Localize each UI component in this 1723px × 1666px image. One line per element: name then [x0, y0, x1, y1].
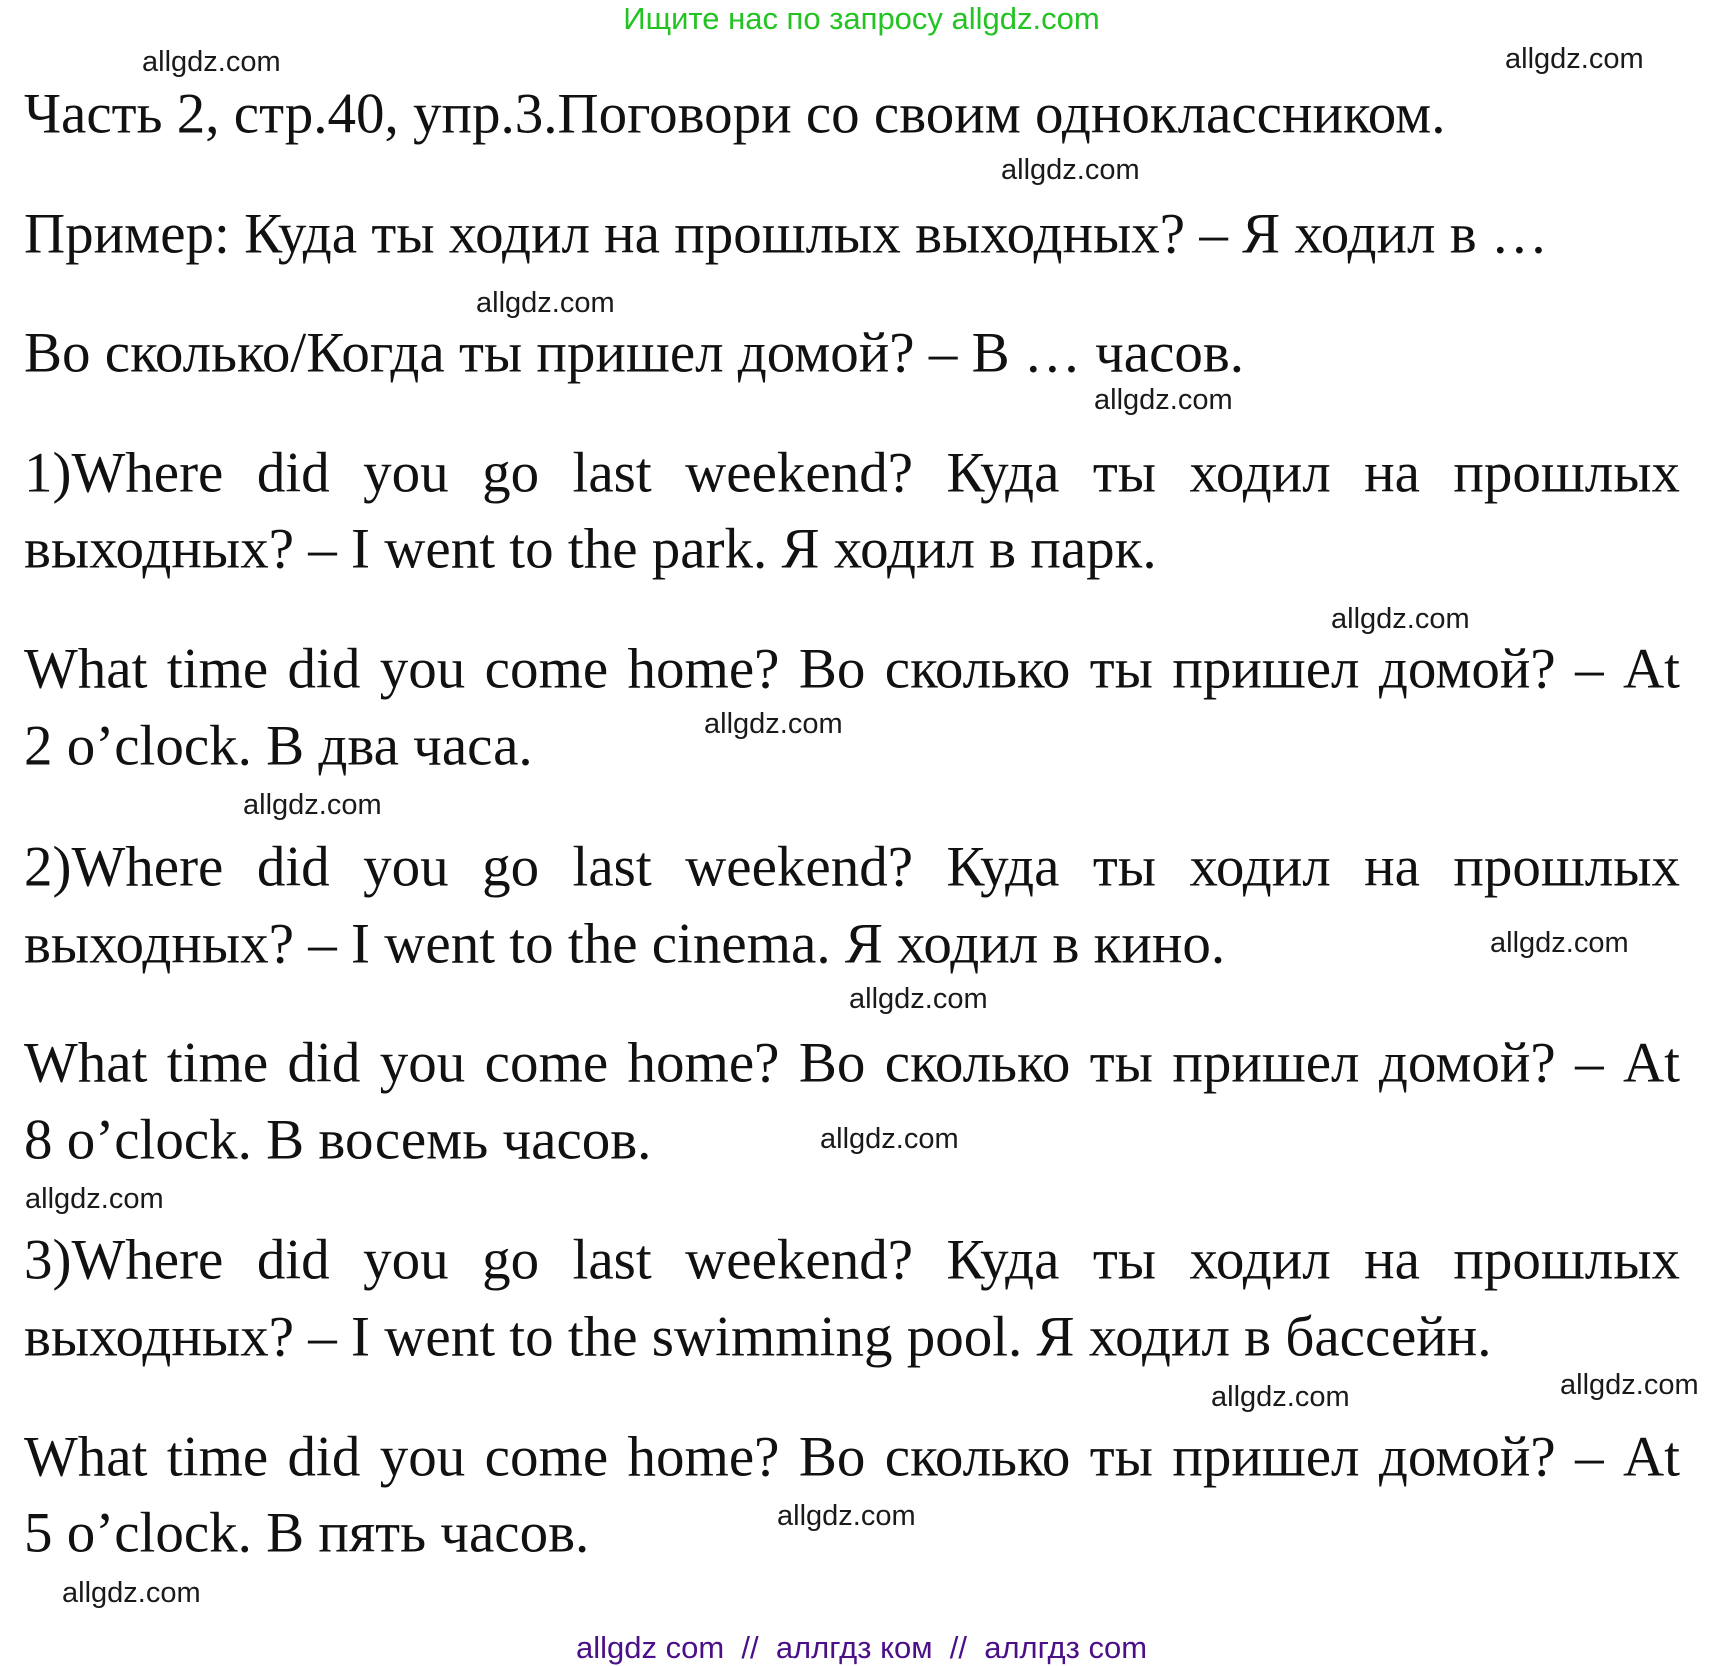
dialogue-line: What time did you come home? Во сколько ты пришел домой? – At — [24, 1425, 1680, 1489]
watermark: allgdz.com — [476, 287, 615, 320]
dialogue-line: 1)Where did you go last weekend? Куда ты ходил на прошлых — [24, 441, 1680, 505]
watermark: allgdz.com — [1490, 927, 1629, 960]
exercise-title: Часть 2, стр.40, упр.3.Поговори со своим одноклассником. — [24, 82, 1446, 146]
watermark: allgdz.com — [62, 1577, 201, 1610]
example-line: Во сколько/Когда ты пришел домой? – В … часов. — [24, 321, 1245, 385]
dialogue-line: What time did you come home? Во сколько ты пришел домой? – At — [24, 637, 1680, 701]
watermark: allgdz.com — [777, 1500, 916, 1533]
watermark: allgdz.com — [1211, 1381, 1350, 1414]
watermark: allgdz.com — [820, 1123, 959, 1156]
example-line: Пример: Куда ты ходил на прошлых выходных? – Я ходил в … — [24, 202, 1548, 266]
dialogue-line: 5 o’clock. В пять часов. — [24, 1501, 590, 1565]
watermark: allgdz.com — [25, 1183, 164, 1216]
dialogue-line: выходных? – I went to the park. Я ходил в парк. — [24, 517, 1157, 581]
dialogue-line: 2 o’clock. В два часа. — [24, 714, 533, 778]
dialogue-line: 2)Where did you go last weekend? Куда ты ходил на прошлых — [24, 835, 1680, 899]
watermark: allgdz.com — [1001, 154, 1140, 187]
watermark: allgdz.com — [849, 983, 988, 1016]
watermark: allgdz.com — [1560, 1369, 1699, 1402]
watermark: allgdz.com — [243, 789, 382, 822]
watermark: allgdz.com — [704, 708, 843, 741]
watermark: allgdz.com — [1094, 384, 1233, 417]
dialogue-line: выходных? – I went to the swimming pool. Я ходил в бассейн. — [24, 1305, 1492, 1369]
search-hint-banner: Ищите нас по запросу allgdz.com — [623, 1, 1100, 36]
dialogue-line: What time did you come home? Во сколько ты пришел домой? – At — [24, 1031, 1680, 1095]
watermark: allgdz.com — [142, 46, 281, 79]
dialogue-line: 3)Where did you go last weekend? Куда ты ходил на прошлых — [24, 1228, 1680, 1292]
dialogue-line: выходных? – I went to the cinema. Я ходил в кино. — [24, 912, 1226, 976]
dialogue-line: 8 o’clock. В восемь часов. — [24, 1108, 652, 1172]
watermark: allgdz.com — [1505, 43, 1644, 76]
watermark: allgdz.com — [1331, 603, 1470, 636]
footer-site-names: allgdz com // аллгдз ком // аллгдз com — [575, 1630, 1148, 1665]
